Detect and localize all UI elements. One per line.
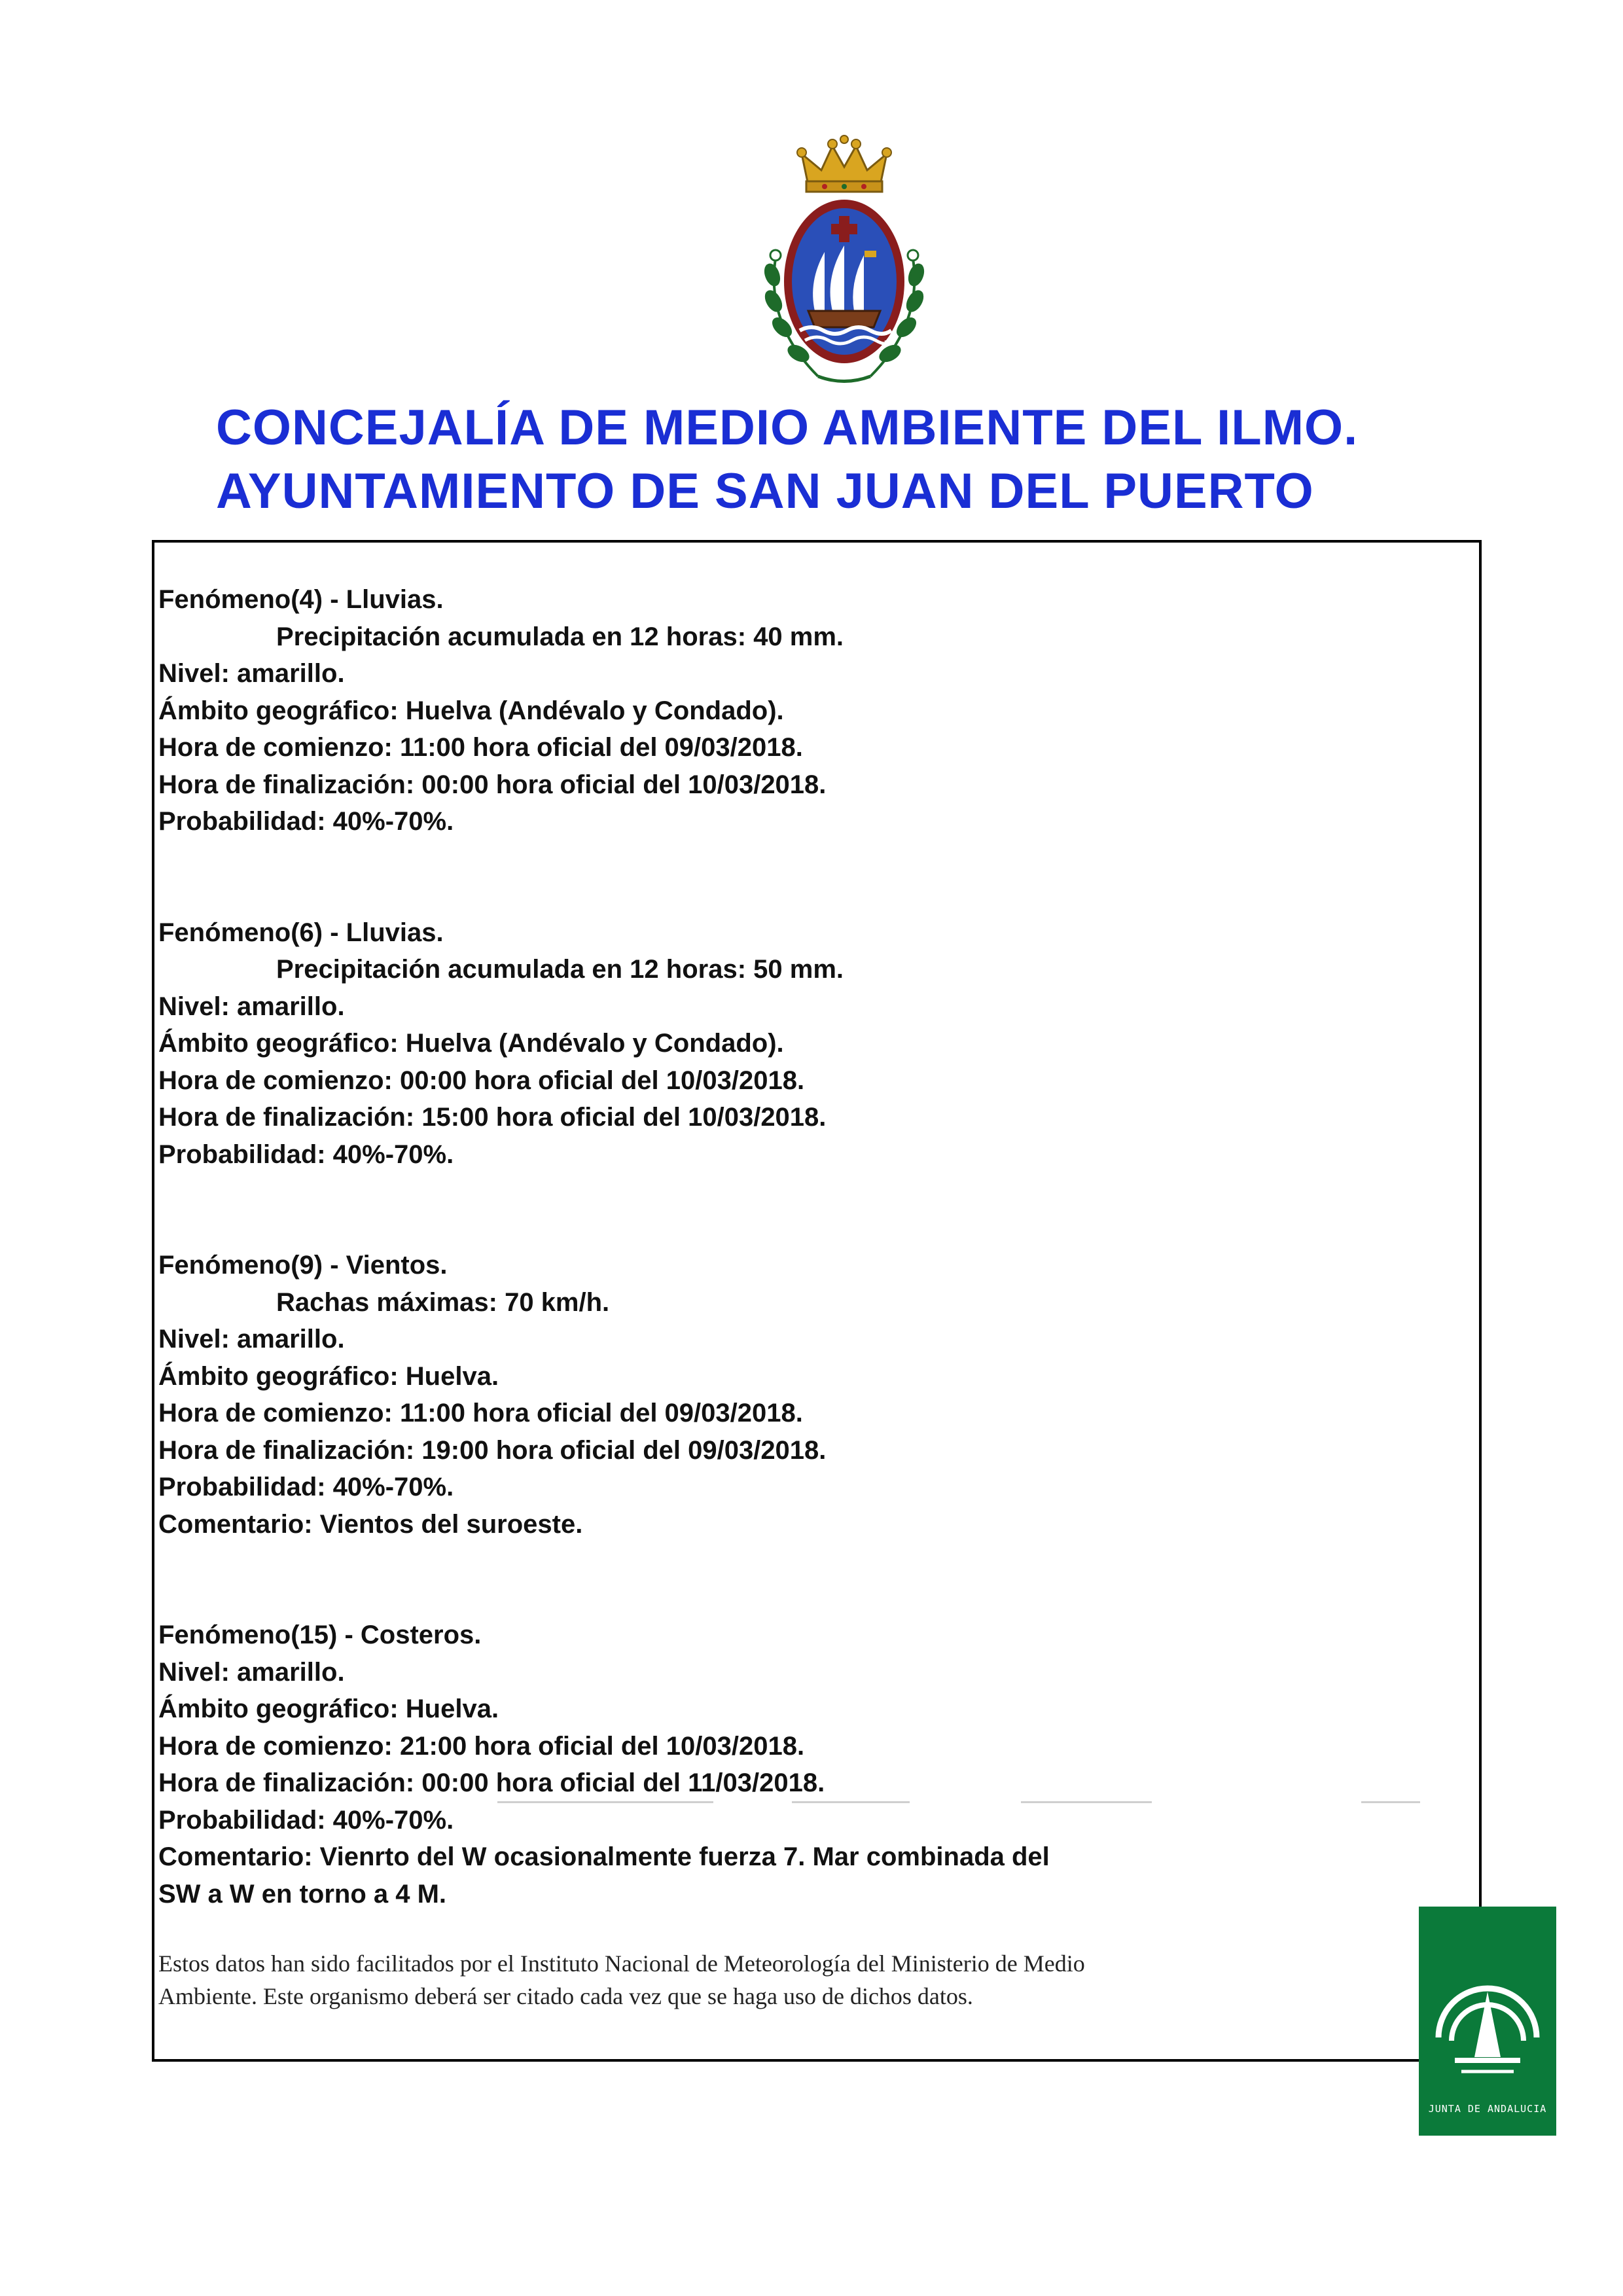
- alert-spacer: [158, 1543, 1402, 1617]
- page-title: [216, 396, 1492, 523]
- crown-icon: [797, 135, 891, 192]
- alert-detail: Nivel: amarillo.: [158, 659, 345, 688]
- alert-block: [158, 1617, 1402, 1912]
- alert-detail: Hora de finalización: 00:00 hora oficial del 10/03/2018.: [158, 770, 827, 799]
- alert-detail: Nivel: amarillo.: [158, 1325, 345, 1354]
- alert-detail: Ámbito geográfico: Huelva (Andévalo y Condado).: [158, 696, 784, 725]
- junta-label: JUNTA DE ANDALUCIA: [1428, 2103, 1547, 2115]
- alert-detail: Probabilidad: 40%-70%.: [158, 807, 454, 836]
- footnote-line-1: Estos datos han sido facilitados por el Instituto Nacional de Meteorología del Ministerio de Medio: [158, 1950, 1085, 1977]
- title-line-2: AYUNTAMIENTO DE SAN JUAN DEL PUERTO: [216, 463, 1314, 519]
- alert-detail: Rachas máximas: 70 km/h.: [276, 1287, 610, 1317]
- alert-detail: Hora de finalización: 19:00 hora oficial del 09/03/2018.: [158, 1435, 827, 1465]
- alert-detail: SW a W en torno a 4 M.: [158, 1879, 447, 1909]
- alert-detail: Comentario: Vientos del suroeste.: [158, 1509, 583, 1539]
- alert-spacer: [158, 1173, 1402, 1247]
- footnote-line-2: Ambiente. Este organismo deberá ser citado cada vez que se haga uso de dichos datos.: [158, 1983, 973, 2009]
- title-line-1: CONCEJALÍA DE MEDIO AMBIENTE DEL ILMO.: [216, 400, 1359, 456]
- municipal-coat-of-arms: [746, 134, 942, 396]
- alert-block: [158, 1247, 1402, 1543]
- alert-detail: Hora de comienzo: 11:00 hora oficial del 09/03/2018.: [158, 1399, 803, 1427]
- alert-detail: Probabilidad: 40%-70%.: [158, 1473, 454, 1501]
- alert-spacer: [158, 840, 1402, 914]
- scan-artifact: [497, 1801, 713, 1803]
- alert-detail: Hora de finalización: 00:00 hora oficial del 11/03/2018.: [158, 1768, 825, 1797]
- alert-detail: Nivel: amarillo.: [158, 992, 345, 1021]
- alert-detail: Ámbito geográfico: Huelva.: [158, 1361, 499, 1391]
- alert-detail: Comentario: Vienrto del W ocasionalmente fuerza 7. Mar combinada del: [158, 1842, 1050, 1871]
- alert-detail: Hora de finalización: 15:00 hora oficial del 10/03/2018.: [158, 1103, 827, 1132]
- data-source-note: [158, 1947, 1310, 2013]
- alert-heading: Fenómeno(9) - Vientos.: [158, 1251, 448, 1280]
- junta-de-andalucia-logo: [1419, 1907, 1556, 2136]
- alerts-list: [158, 581, 1402, 1912]
- alert-detail: Hora de comienzo: 00:00 hora oficial del 10/03/2018.: [158, 1066, 805, 1095]
- alert-heading: Fenómeno(15) - Costeros.: [158, 1621, 482, 1649]
- scan-artifact: [792, 1801, 910, 1803]
- scan-artifact: [1021, 1801, 1152, 1803]
- alert-detail: Precipitación acumulada en 12 horas: 50 mm.: [276, 955, 844, 984]
- alert-detail: Probabilidad: 40%-70%.: [158, 1139, 454, 1169]
- scan-artifact: [1361, 1801, 1420, 1803]
- alert-detail: Precipitación acumulada en 12 horas: 40 mm.: [276, 622, 844, 651]
- junta-emblem-icon: [1419, 1907, 1556, 2103]
- alert-detail: Nivel: amarillo.: [158, 1657, 345, 1687]
- alert-detail: Probabilidad: 40%-70%.: [158, 1805, 454, 1835]
- alert-detail: Hora de comienzo: 11:00 hora oficial del 09/03/2018.: [158, 733, 803, 762]
- alert-heading: Fenómeno(6) - Lluvias.: [158, 918, 444, 947]
- alert-detail: Ámbito geográfico: Huelva (Andévalo y Condado).: [158, 1029, 784, 1058]
- alert-block: [158, 581, 1402, 840]
- alert-heading: Fenómeno(4) - Lluvias.: [158, 585, 444, 614]
- coat-of-arms-icon: [746, 134, 942, 396]
- alert-detail: Ámbito geográfico: Huelva.: [158, 1695, 499, 1723]
- alert-block: [158, 914, 1402, 1174]
- alert-detail: Hora de comienzo: 21:00 hora oficial del 10/03/2018.: [158, 1731, 805, 1761]
